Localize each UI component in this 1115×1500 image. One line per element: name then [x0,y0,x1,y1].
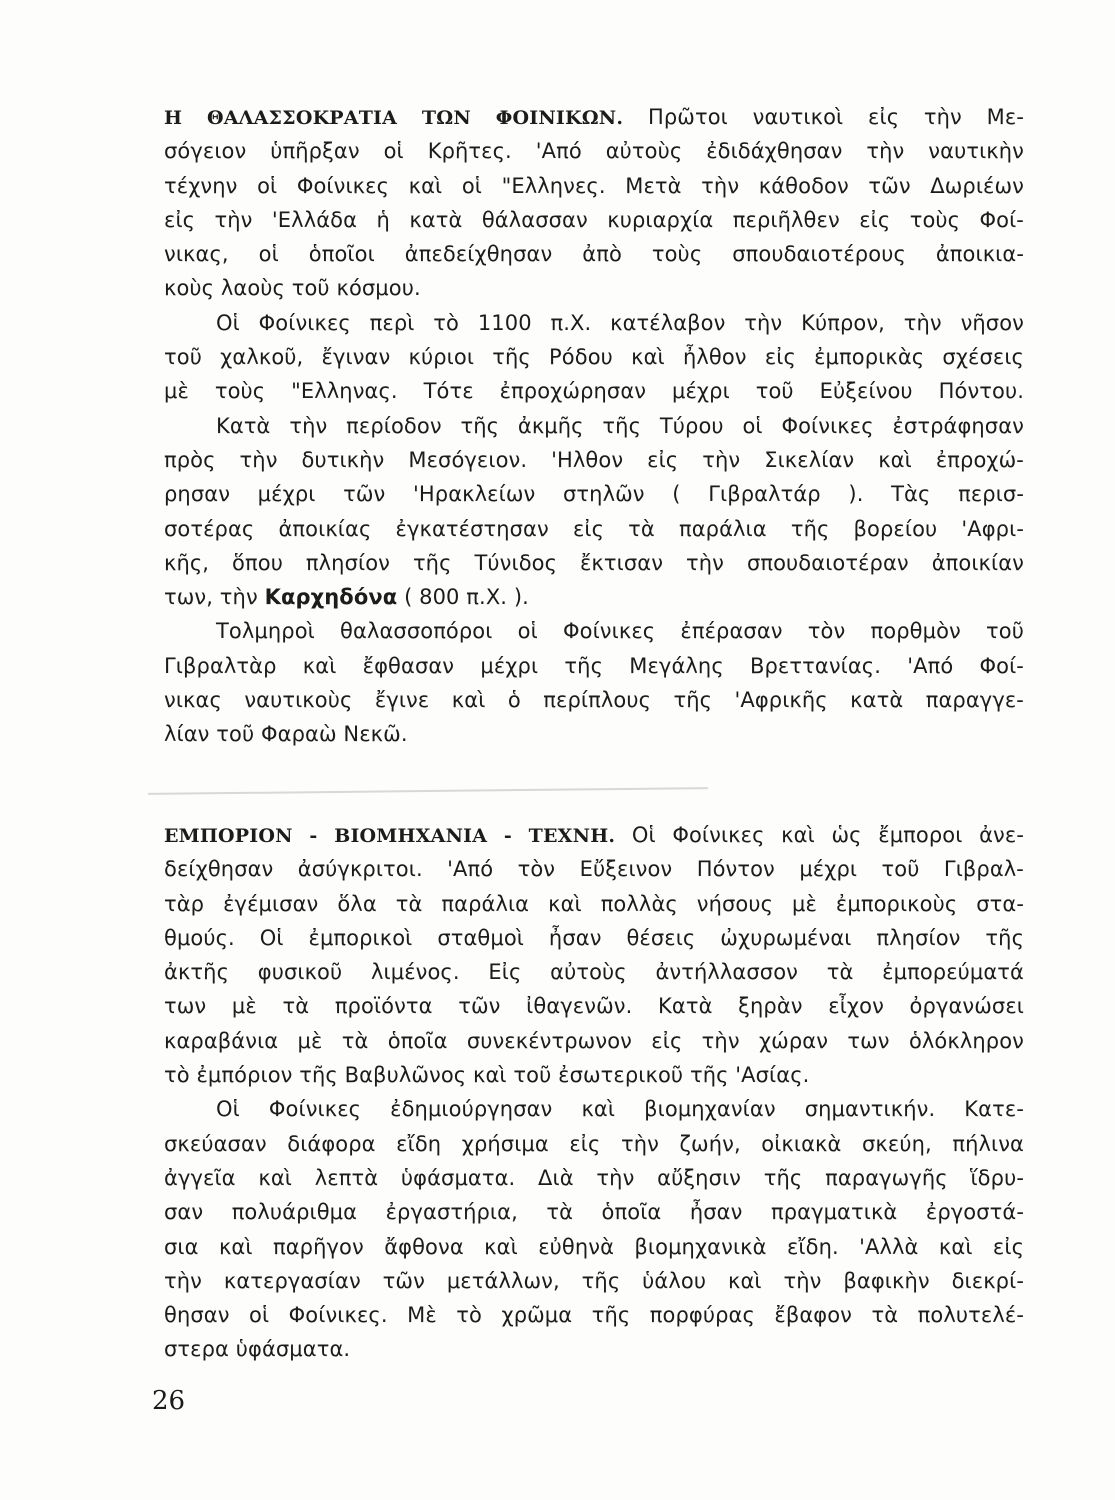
text-line: λίαν τοῦ Φαραὼ Νεκῶ. [164,722,408,747]
text-line: Τολμηροὶ θαλασσοπόροι οἱ Φοίνικες ἐπέρασαν τὸν πορθμὸν τοῦ [216,619,1024,644]
text-line: σκεύασαν διάφορα εἴδη χρήσιμα εἰς τὴν ζωήν, οἰκιακὰ σκεύη, πήλινα [164,1131,1024,1156]
text-line: Κατὰ τὴν περίοδον τῆς ἀκμῆς τῆς Τύρου οἱ Φοίνικες ἐστράφησαν [216,413,1024,438]
text-line: Οἱ Φοίνικες ἐδημιούργησαν καὶ βιομηχανίαν σημαντικήν. Κατε- [216,1097,1024,1122]
text-line: τοῦ χαλκοῦ, ἔγιναν κύριοι τῆς Ρόδου καὶ ἦλθον εἰς ἐμπορικὰς σχέσεις [164,345,1024,370]
text-line: τὸ ἐμπόριον τῆς Βαβυλῶνος καὶ τοῦ ἐσωτερικοῦ τῆς 'Ασίας. [164,1063,810,1088]
carthage-bold: Καρχηδόνα [264,585,398,610]
section-phoenician-thalassocracy [164,100,1024,752]
text-line: στερα ὑφάσματα. [164,1337,351,1362]
text-line: Οἱ Φοίνικες περὶ τὸ 1100 π.Χ. κατέλαβον τὴν Κύπρον, τὴν νῆσον [216,310,1024,335]
section-heading: ΕΜΠΟΡΙΟΝ - ΒΙΟΜΗΧΑΝΙΑ - ΤΕΧΝΗ. [164,825,616,847]
text-line: ἀγγεῖα καὶ λεπτὰ ὑφάσματα. Διὰ τὴν αὔξησιν τῆς παραγωγῆς ἵδρυ- [164,1165,1024,1190]
text-line: ΕΜΠΟΡΙΟΝ - ΒΙΟΜΗΧΑΝΙΑ - ΤΕΧΝΗ. Οἱ Φοίνικες καὶ ὡς ἔμποροι ἀνε- [164,823,1024,847]
text-line: νικας, οἱ ὁποῖοι ἀπεδείχθησαν ἀπὸ τοὺς σπουδαιοτέρους ἀποικια- [164,242,1024,267]
text-line: των μὲ τὰ προϊόντα τῶν ἰθαγενῶν. Κατὰ ξηρὰν εἶχον ὀργανώσει [164,994,1024,1019]
section-trade-industry-art [164,818,1024,1367]
text-line: νικας ναυτικοὺς ἔγινε καὶ ὁ περίπλους τῆς 'Αφρικῆς κατὰ παραγγε- [164,688,1024,713]
text-line: Η ΘΑΛΑΣΣΟΚΡΑΤΙΑ ΤΩΝ ΦΟΙΝΙΚΩΝ. Πρῶτοι ναυτικοὶ εἰς τὴν Με- [164,105,1025,129]
text-line: θμούς. Οἱ ἐμπορικοὶ σταθμοὶ ἦσαν θέσεις ὠχυρωμέναι πλησίον τῆς [164,925,1024,950]
text-line: σια καὶ παρῆγον ἄφθονα καὶ εὐθηνὰ βιομηχανικὰ εἴδη. 'Αλλὰ καὶ εἰς [164,1234,1024,1259]
text-line: κῆς, ὅπου πλησίον τῆς Τύνιδος ἔκτισαν τὴν σπουδαιοτέραν ἀποικίαν [164,550,1024,575]
section-heading: Η ΘΑΛΑΣΣΟΚΡΑΤΙΑ ΤΩΝ ΦΟΙΝΙΚΩΝ. [164,107,624,129]
text-line: σαν πολυάριθμα ἐργαστήρια, τὰ ὁποῖα ἦσαν πραγματικὰ ἐργοστά- [164,1200,1024,1225]
text-line: σόγειον ὑπῆρξαν οἱ Κρῆτες. 'Από αὐτοὺς ἐδιδάχθησαν τὴν ναυτικὴν [164,139,1024,164]
text-line: εἰς τὴν 'Ελλάδα ἡ κατὰ θάλασσαν κυριαρχία περιῆλθεν εἰς τοὺς Φοί- [164,207,1024,232]
text-line: ἀκτῆς φυσικοῦ λιμένος. Εἰς αὐτοὺς ἀντήλλασσον τὰ ἐμπορεύματά [164,960,1024,985]
text-line: τὰρ ἐγέμισαν ὅλα τὰ παράλια καὶ πολλὰς νήσους μὲ ἐμπορικοὺς στα- [164,891,1024,916]
text-line: μὲ τοὺς "Ελληνας. Τότε ἐπροχώρησαν μέχρι τοῦ Εὐξείνου Πόντου. [164,379,1024,404]
page-number: 26 [152,1386,186,1416]
text-line: τέχνην οἱ Φοίνικες καὶ οἱ "Ελληνες. Μετὰ τὴν κάθοδον τῶν Δωριέων [164,173,1024,198]
scan-divider [148,787,708,795]
text-line: καραβάνια μὲ τὰ ὁποῖα συνεκέντρωνον εἰς τὴν χώραν των ὁλόκληρον [164,1028,1024,1053]
text-line: τὴν κατεργασίαν τῶν μετάλλων, τῆς ὑάλου καὶ τὴν βαφικὴν διεκρί- [164,1268,1024,1293]
text-line: κοὺς λαοὺς τοῦ κόσμου. [164,276,421,301]
text-line: δείχθησαν ἀσύγκριτοι. 'Από τὸν Εὔξεινον Πόντον μέχρι τοῦ Γιβραλ- [164,857,1024,882]
text-line: θησαν οἱ Φοίνικες. Μὲ τὸ χρῶμα τῆς πορφύρας ἔβαφον τὰ πολυτελέ- [164,1303,1024,1328]
text-line: σοτέρας ἀποικίας ἐγκατέστησαν εἰς τὰ παράλια τῆς βορείου 'Αφρι- [164,516,1024,541]
text-line: ρησαν μέχρι τῶν 'Ηρακλείων στηλῶν ( Γιβραλτάρ ). Τὰς περισ- [164,482,1024,507]
text-line: Γιβραλτὰρ καὶ ἔφθασαν μέχρι τῆς Μεγάλης Βρεττανίας. 'Από Φοί- [164,653,1024,678]
text-line: των, τὴν Καρχηδόνα ( 800 π.Χ. ). [164,585,529,610]
text-line: πρὸς τὴν δυτικὴν Μεσόγειον. 'Ηλθον εἰς τὴν Σικελίαν καὶ ἐπροχώ- [164,447,1024,472]
